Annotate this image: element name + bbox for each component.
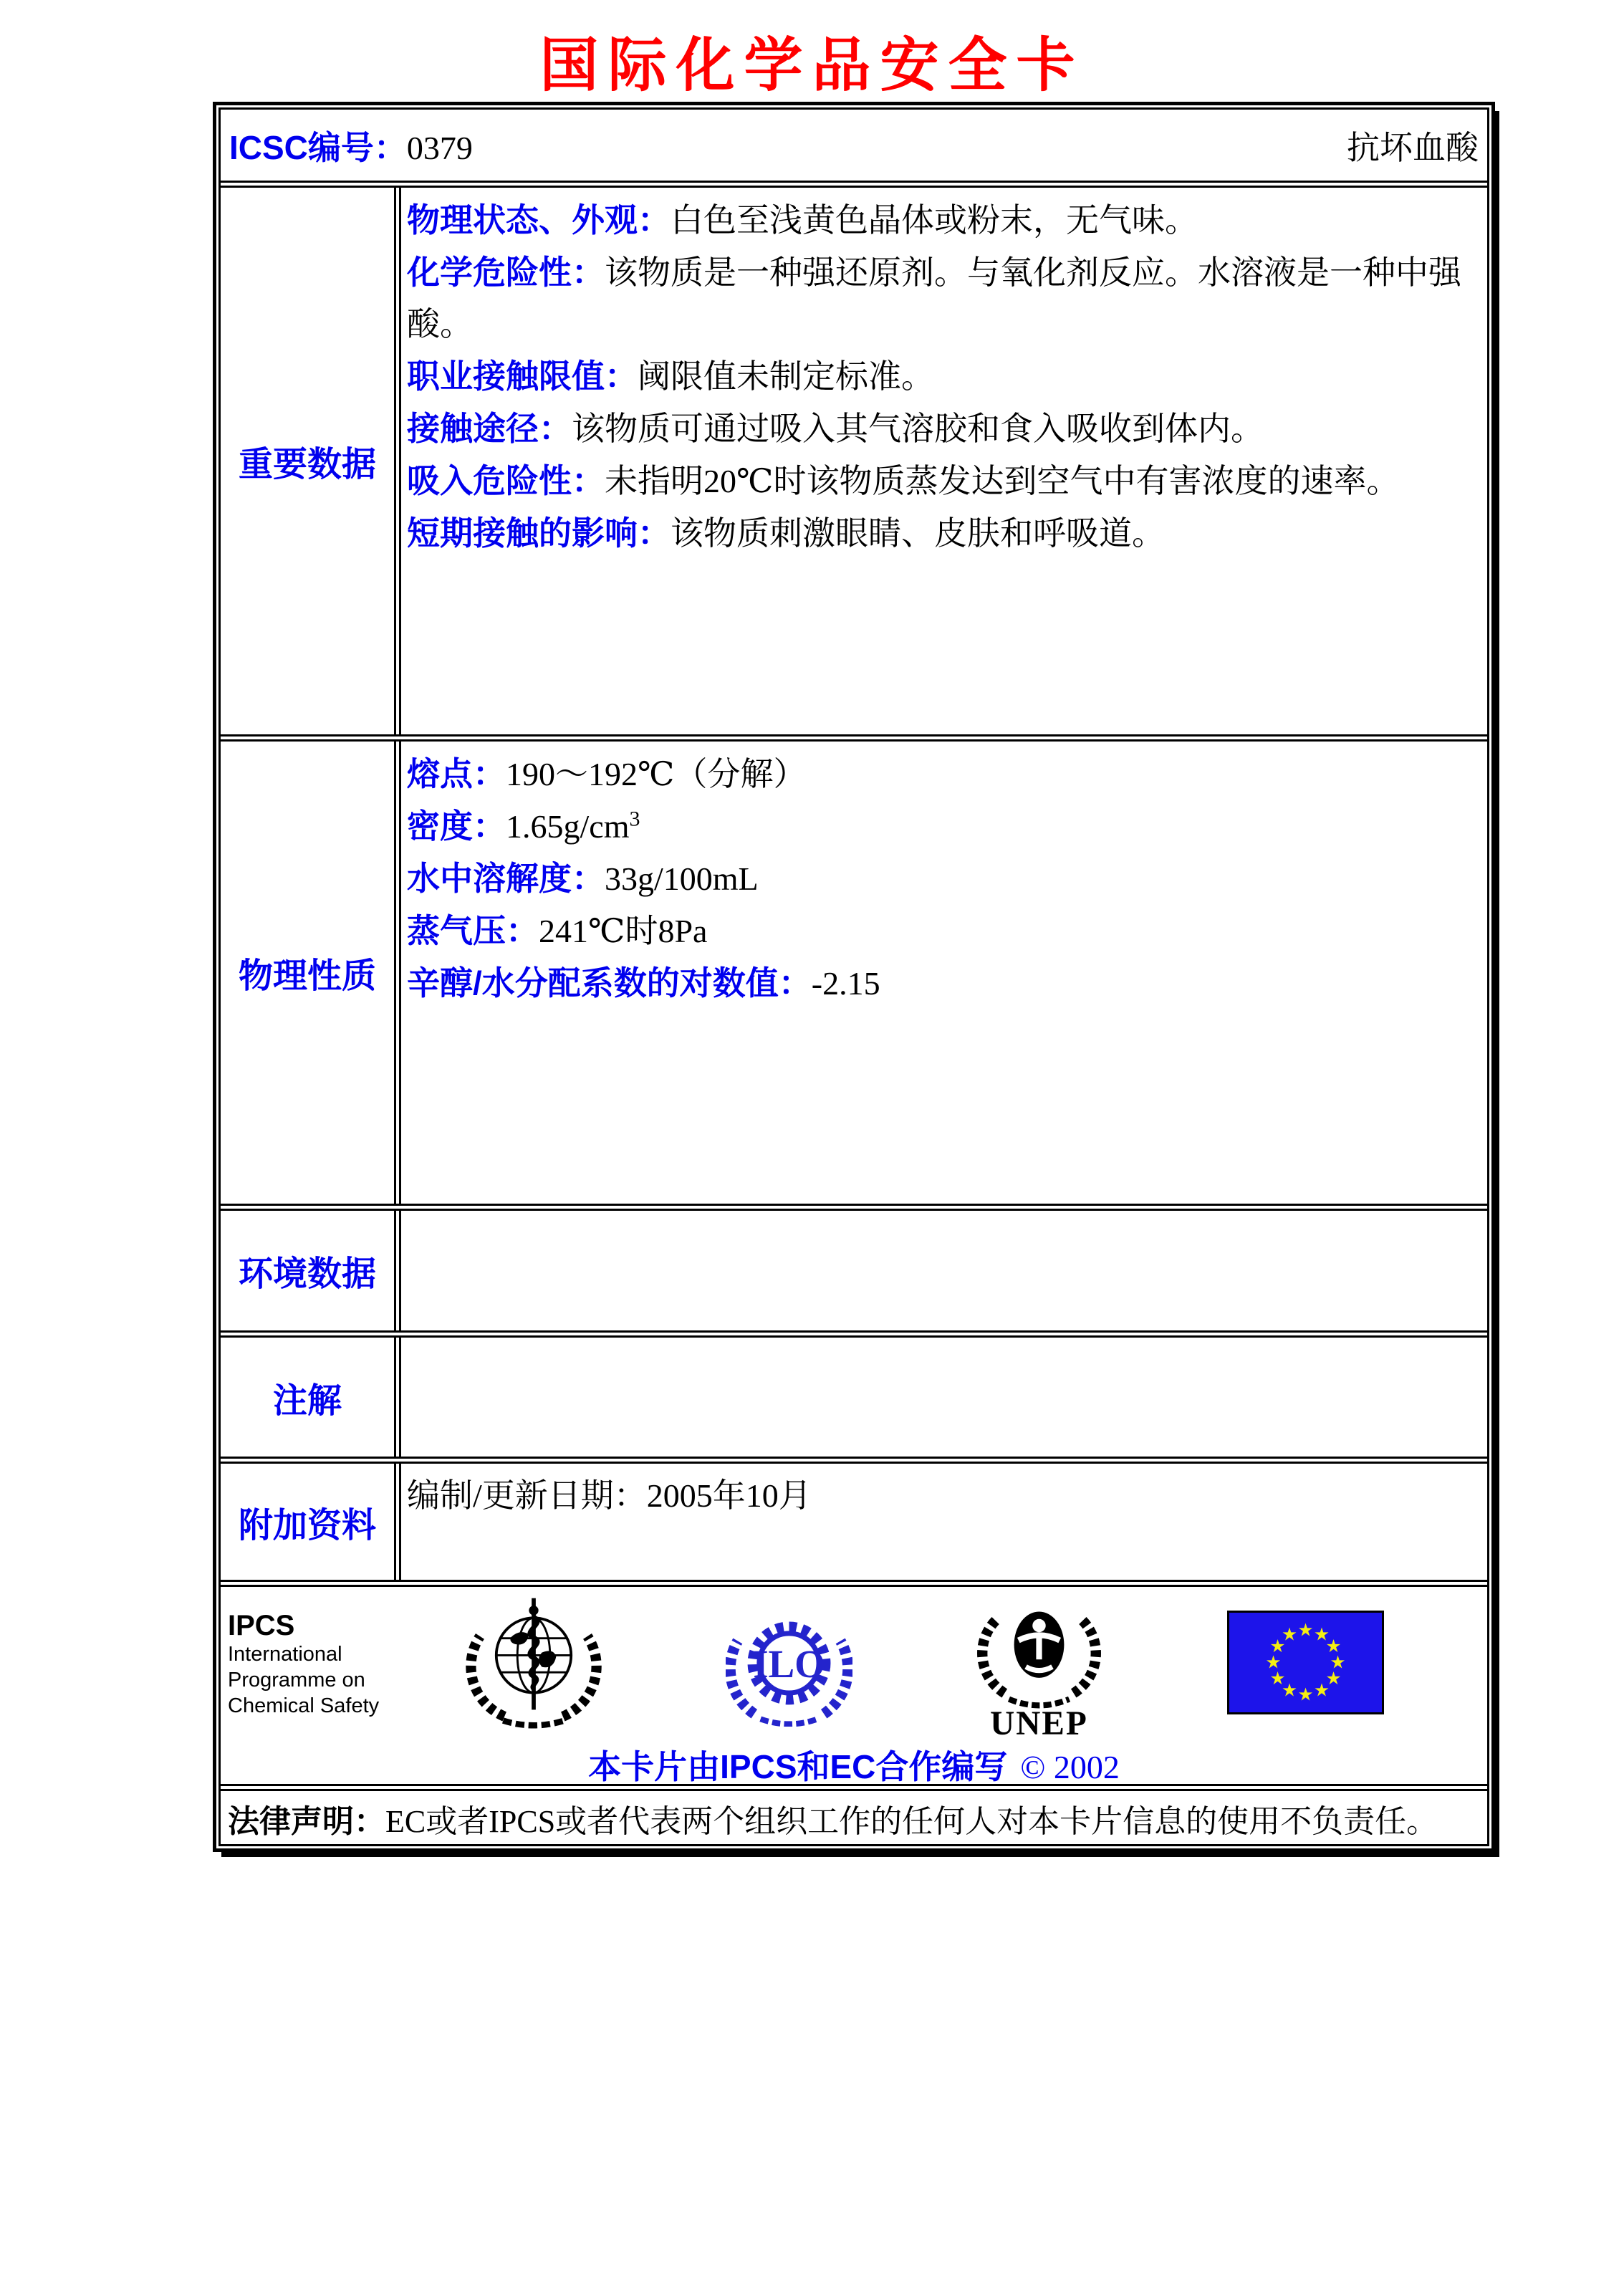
field-value: 阈限值未制定标准。: [638, 358, 934, 395]
section-label-physical-properties: 物理性质: [221, 742, 401, 1204]
ipcs-subtitle-line2: Programme on: [228, 1669, 365, 1692]
page-title: 国际化学品安全卡: [539, 33, 1085, 98]
unep-caption: UNEP: [990, 1704, 1088, 1737]
field-water-solubility: [407, 853, 1477, 905]
section-row-important-data: [221, 181, 1487, 734]
field-value: 1.65g/cm: [506, 808, 630, 845]
field-label: 接触途径：: [407, 410, 572, 447]
field-value: 241℃时8Pa: [539, 913, 708, 949]
field-density: [407, 800, 1477, 853]
legal-label: 法律声明：: [228, 1804, 385, 1839]
field-value: -2.15: [811, 965, 880, 1002]
field-update-date: [407, 1470, 1477, 1522]
legal-disclaimer-row: [221, 1784, 1487, 1844]
unep-logo-icon: [976, 1598, 1102, 1741]
field-label: 化学危险性：: [407, 254, 605, 291]
field-label: 物理状态、外观：: [407, 201, 671, 239]
field-value: 2005年10月: [646, 1477, 812, 1514]
field-label: 密度：: [407, 807, 506, 845]
field-label: 水中溶解度：: [407, 860, 605, 897]
section-row-notes: [221, 1330, 1487, 1457]
eu-flag-icon: [1227, 1611, 1384, 1718]
field-label: 短期接触的影响：: [407, 514, 671, 552]
field-label: 吸入危险性：: [407, 462, 605, 499]
field-exposure-routes: [407, 403, 1477, 455]
field-melting-point: [407, 748, 1477, 800]
field-label: 辛醇/水分配系数的对数值：: [407, 964, 812, 1002]
field-label: 蒸气压：: [407, 912, 539, 949]
important-data-content: [401, 188, 1487, 734]
icsc-number-value: 0379: [406, 129, 473, 166]
field-physical-state: [407, 194, 1477, 246]
who-logo-icon: [466, 1594, 602, 1732]
field-octanol-water-partition: [407, 957, 1477, 1009]
ipcs-subtitle-line1: International: [228, 1643, 342, 1666]
field-value: 190～192℃（分解）: [506, 756, 807, 792]
field-value: 未指明20℃时该物质蒸发达到空气中有害浓度的速率。: [605, 463, 1400, 499]
field-value: 该物质刺激眼睛、皮肤和呼吸道。: [671, 515, 1165, 552]
ilo-logo-icon: [726, 1605, 852, 1730]
field-vapor-pressure: [407, 905, 1477, 957]
notes-content: [401, 1338, 1487, 1457]
section-label-environmental-data: 环境数据: [221, 1211, 401, 1330]
section-row-environmental-data: [221, 1204, 1487, 1330]
field-short-term-effects: [407, 507, 1477, 560]
svg-text:ILO: ILO: [753, 1641, 825, 1686]
field-inhalation-risk: [407, 455, 1477, 507]
section-label-notes: 注解: [221, 1338, 401, 1457]
field-chemical-danger: [407, 246, 1477, 350]
copyright-year: © 2002: [1020, 1749, 1120, 1784]
physical-properties-content: [401, 742, 1487, 1204]
icsc-card-table: [213, 102, 1495, 1852]
field-value: 该物质是一种强还原剂。与氧化剂反应。水溶液是一种中强酸。: [407, 254, 1461, 342]
section-label-additional-info: 附加资料: [221, 1464, 401, 1580]
field-value: 白色至浅黄色晶体或粉末，无气味。: [671, 202, 1198, 239]
field-label: 职业接触限值：: [407, 358, 638, 395]
density-superscript: 3: [629, 807, 640, 831]
header-row: [221, 110, 1487, 181]
section-row-additional-info: [221, 1457, 1487, 1580]
icsc-number-group: [229, 122, 473, 169]
field-value: 33g/100mL: [605, 860, 759, 897]
legal-text: EC或者IPCS或者代表两个组织工作的任何人对本卡片信息的使用不负责任。: [385, 1804, 1438, 1839]
field-label: 熔点：: [407, 755, 506, 792]
ipcs-title: IPCS: [228, 1610, 295, 1641]
field-occupational-limit: [407, 350, 1477, 403]
ipcs-subtitle-line3: Chemical Safety: [228, 1694, 380, 1717]
environmental-data-content: [401, 1211, 1487, 1330]
copyright-text: 本卡片由IPCS和EC合作编写: [588, 1748, 1008, 1784]
footer-logos-row: [221, 1580, 1487, 1784]
ipcs-text-block: [228, 1610, 379, 1719]
chemical-name: 抗坏血酸: [1347, 129, 1479, 166]
copyright-line: [221, 1741, 1487, 1784]
icsc-card-table-inner: [218, 107, 1489, 1846]
field-value: 该物质可通过吸入其气溶胶和食入吸收到体内。: [572, 411, 1264, 447]
additional-info-content: [401, 1464, 1487, 1580]
section-row-physical-properties: [221, 734, 1487, 1204]
icsc-number-label: ICSC编号：: [229, 128, 407, 166]
field-label: 编制/更新日期：: [407, 1477, 647, 1514]
section-label-important-data: 重要数据: [221, 188, 401, 734]
